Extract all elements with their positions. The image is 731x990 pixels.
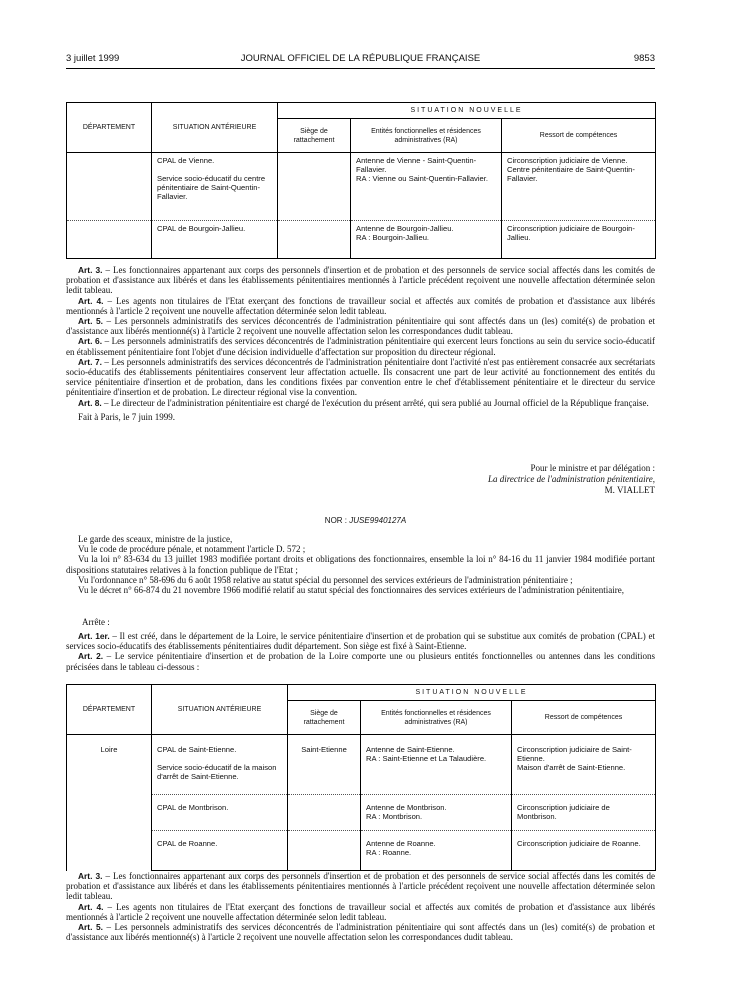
article-paragraph (66, 631, 655, 651)
col-siege: Siège de rattachement (278, 119, 351, 153)
cell-text: RA : Roanne. (366, 848, 412, 857)
cell-text: Antenne de Roanne. (366, 839, 436, 848)
header-journal-title: JOURNAL OFFICIEL DE LA RÉPUBLIQUE FRANÇAISE (240, 53, 481, 64)
article-paragraph (66, 398, 655, 408)
cell-anterieure (152, 153, 278, 221)
cell-text: Circonscription judiciaire de Vienne. (507, 156, 628, 165)
cell-ressort (512, 735, 656, 795)
cell-anterieure: CPAL de Roanne. (152, 831, 288, 871)
col-situation-nouvelle: SITUATION NOUVELLE (278, 103, 656, 119)
col-situation-nouvelle: SITUATION NOUVELLE (288, 685, 656, 701)
col-ressort: Ressort de compétences (512, 701, 656, 735)
cell-text: Circonscription judiciaire de Saint-Etienne. (517, 745, 632, 763)
page-header (66, 53, 655, 67)
cell-text: RA : Bourgoin-Jallieu. (356, 233, 430, 242)
table-affectations-1 (66, 102, 656, 259)
col-siege: Siège de rattachement (288, 701, 361, 735)
cell-entites (351, 221, 502, 259)
article-text: – Les fonctionnaires appartenant aux corps des personnels d'insertion et de probation et des personnels de service social affectés dans les comités de probation et d'assistance aux libérés et dans les établissements pénitentiaires mentionnés à l'article précédent reçoivent une nouvelle affectation déterminée selon ledit tableau. (66, 871, 656, 902)
cell-siege: Saint-Etienne (288, 735, 361, 795)
signature-name: M. VIALLET (604, 485, 655, 495)
article-number: Art. 8. (78, 397, 102, 408)
article-number: Art. 5. (78, 316, 103, 327)
col-departement: DÉPARTEMENT (67, 103, 152, 153)
table-row (67, 735, 656, 795)
preamble-line: Vu le décret n° 66-874 du 21 novembre 1966 modifié relatif au statut spécial des fonctionnaires des services extérieurs de l'administration pénitentiaire, (78, 585, 625, 596)
article-text: – Le service pénitentiaire d'insertion et de probation de la Loire comporte une ou plusieurs entités fonctionnelles ou antennes dans les conditions précisées dans le tableau ci-dessous : (66, 651, 655, 672)
article-text: – Les agents non titulaires de l'Etat exerçant des fonctions de travailleur social et affectés aux comités de probation et d'assistance aux libérés mentionnés à l'article 2 reçoivent une nouvelle affectation déterminée selon ledit tableau. (66, 295, 655, 316)
article-number: Art. 5. (78, 922, 103, 933)
nor-code: JUSE9940127A (349, 516, 407, 525)
table-row (67, 795, 656, 831)
cell-siege (288, 831, 361, 871)
article-number: Art. 2. (78, 651, 104, 662)
cell-entites (361, 795, 512, 831)
article-number: Art. 7. (78, 356, 102, 367)
col-entites: Entités fonctionnelles et résidences administratives (RA) (361, 701, 512, 735)
articles-block-3 (66, 871, 655, 942)
header-rule (66, 68, 655, 69)
article-paragraph (66, 265, 655, 296)
col-entites: Entités fonctionnelles et résidences administratives (RA) (351, 119, 502, 153)
article-text: – Il est créé, dans le département de la Loire, le service pénitentiaire d'insertion et de probation qui se substitue aux comités de probation (CPAL) et services socio-éducatifs des établissements pénitentiaires dudit département. Son siège est fixé à Saint-Etienne. (66, 631, 655, 652)
cell-text: CPAL de Saint-Etienne. (157, 745, 237, 754)
cell-siege (278, 153, 351, 221)
article-text: – Les fonctionnaires appartenant aux corps des personnels d'insertion et de probation et des personnels de service social affectés dans les comités de probation et d'assistance aux libérés et dans les établissements pénitentiaires mentionnés à l'article précédent reçoivent une nouvelle affectation déterminée selon ledit tableau. (66, 265, 656, 296)
article-paragraph (66, 922, 655, 942)
cell-text: Antenne de Bourgoin-Jallieu. (356, 224, 454, 233)
cell-ressort (502, 153, 656, 221)
preamble-block (66, 534, 655, 595)
article-number: Art. 3. (78, 871, 103, 881)
article-text: – Le directeur de l'administration pénitentiaire est chargé de l'exécution du présent arrêté, qui sera publié au Journal officiel de la République française. (104, 397, 649, 408)
col-situation-anterieure: SITUATION ANTÉRIEURE (152, 103, 278, 153)
table-row (67, 831, 656, 871)
article-text: – Les personnels administratifs des services déconcentrés de l'administration pénitentiaire qui sont affectés dans un (les) comité(s) de probation et d'assistance aux libérés mentionné(s) à l'article 2 reçoivent une nouvelle affectation selon les correspondances dudit tableau. (66, 922, 656, 943)
article-paragraph (66, 336, 655, 356)
article-paragraph (66, 902, 655, 922)
article-number: Art. 3. (78, 265, 103, 275)
signature-block (488, 463, 655, 496)
table-affectations-loire (66, 684, 656, 871)
cell-departement (67, 153, 152, 221)
cell-text: Antenne de Vienne - Saint-Quentin-Fallavier. (356, 156, 477, 174)
col-situation-anterieure: SITUATION ANTÉRIEURE (152, 685, 288, 735)
articles-block-1 (66, 265, 655, 422)
cell-ressort: Circonscription judiciaire de Montbrison. (512, 795, 656, 831)
preamble-line: Vu l'ordonnance n° 58-696 du 6 août 1958 relative au statut spécial du personnel des services extérieurs de l'administration pénitentiaire ; (78, 574, 573, 585)
cell-text: RA : Saint-Etienne et La Talaudière. (366, 754, 487, 763)
cell-text: Maison d'arrêt de Saint-Etienne. (517, 763, 626, 772)
signature-title: La directrice de l'administration pénitentiaire, (488, 474, 655, 484)
article-text: – Les personnels administratifs des services déconcentrés de l'administration pénitentiaire qui exercent leurs fonctions au sein du service socio-éducatif en établissement pénitentiaire font l'objet d'une décision individuelle d'affectation sur proposition du directeur régional. (66, 336, 655, 357)
cell-anterieure: CPAL de Montbrison. (152, 795, 288, 831)
cell-entites (361, 831, 512, 871)
articles-block-2 (66, 631, 655, 672)
col-departement: DÉPARTEMENT (67, 685, 152, 735)
header-page-number: 9853 (633, 53, 655, 64)
cell-text: RA : Vienne ou Saint-Quentin-Fallavier. (356, 174, 488, 183)
table-row (67, 153, 656, 221)
cell-text: RA : Montbrison. (366, 812, 423, 821)
fait-a-paris: Fait à Paris, le 7 juin 1999. (78, 411, 175, 422)
arrete-heading: Arrête : (82, 617, 110, 627)
cell-siege (278, 221, 351, 259)
article-text: – Les agents non titulaires de l'Etat exerçant des fonctions de travailleur social et affectés aux comités de probation et d'assistance aux libérés mentionnés à l'article 2 reçoivent une nouvelle affectation déterminée selon ledit tableau. (66, 901, 655, 922)
article-paragraph (66, 357, 655, 398)
cell-text: Antenne de Saint-Etienne. (366, 745, 455, 754)
cell-departement: Loire (67, 735, 152, 871)
cell-text: Centre pénitentiaire de Saint-Quentin-Fallavier. (507, 165, 635, 183)
cell-entites (361, 735, 512, 795)
preamble-line: Vu la loi n° 83-634 du 13 juillet 1983 modifiée portant droits et obligations des fonctionnaires, ensemble la loi n° 84-16 du 11 janvier 1984 modifiée portant dispositions statutaires relatives à la fonction publique de l'Etat ; (66, 554, 655, 575)
article-number: Art. 4. (78, 901, 104, 912)
cell-anterieure: CPAL de Bourgoin-Jallieu. (152, 221, 278, 259)
cell-ressort: Circonscription judiciaire de Bourgoin-Jallieu. (502, 221, 656, 259)
signature-line: Pour le ministre et par délégation : (530, 463, 655, 473)
article-number: Art. 4. (78, 295, 104, 306)
article-text: – Les personnels administratifs des services déconcentrés de l'administration pénitentiaire qui sont affectés dans un (les) comité(s) de probation et d'assistance aux libérés mentionné(s) à l'article 2 reçoivent une nouvelle affectation selon les correspondances dudit tableau. (66, 316, 656, 337)
article-paragraph (66, 316, 655, 336)
cell-text: Service socio-éducatif du centre pénitentiaire de Saint-Quentin-Fallavier. (157, 174, 266, 201)
nor-label: NOR : (324, 516, 348, 525)
cell-ressort: Circonscription judiciaire de Roanne. (512, 831, 656, 871)
col-ressort: Ressort de compétences (502, 119, 656, 153)
article-number: Art. 6. (78, 336, 103, 347)
preamble-line: Vu le code de procédure pénale, et notamment l'article D. 572 ; (78, 544, 306, 555)
cell-entites (351, 153, 502, 221)
cell-text: Service socio-éducatif de la maison d'arrêt de Saint-Etienne. (157, 763, 277, 781)
header-date: 3 juillet 1999 (66, 53, 120, 64)
article-paragraph (66, 296, 655, 316)
article-number: Art. 1er. (78, 631, 110, 641)
article-paragraph (66, 871, 655, 902)
nor-reference (0, 516, 731, 525)
cell-siege (288, 795, 361, 831)
article-paragraph (66, 651, 655, 671)
cell-departement (67, 221, 152, 259)
cell-text: CPAL de Vienne. (157, 156, 215, 165)
preamble-line: Le garde des sceaux, ministre de la justice, (78, 534, 233, 544)
article-text: – Les personnels administratifs des services déconcentrés de l'administration pénitentiaire dont l'activité n'est pas entièrement consacrée aux secrétariats socio-éducatifs des établissements pénitentiaires conservent leur affectation actuelle. Ils consacrent une part de leur activité au fonctionnement des entités du service pénitentiaire d'insertion et de probation, dans les conditions fixées par convention entre le chef d'établissement pénitentiaire et le directeur du service pénitentiaire d'insertion et de probation. Le directeur régional vise la convention. (66, 356, 656, 398)
table-header-row (67, 685, 656, 701)
cell-anterieure (152, 735, 288, 795)
cell-text: Antenne de Montbrison. (366, 803, 447, 812)
table-header-row (67, 103, 656, 119)
table-row (67, 221, 656, 259)
